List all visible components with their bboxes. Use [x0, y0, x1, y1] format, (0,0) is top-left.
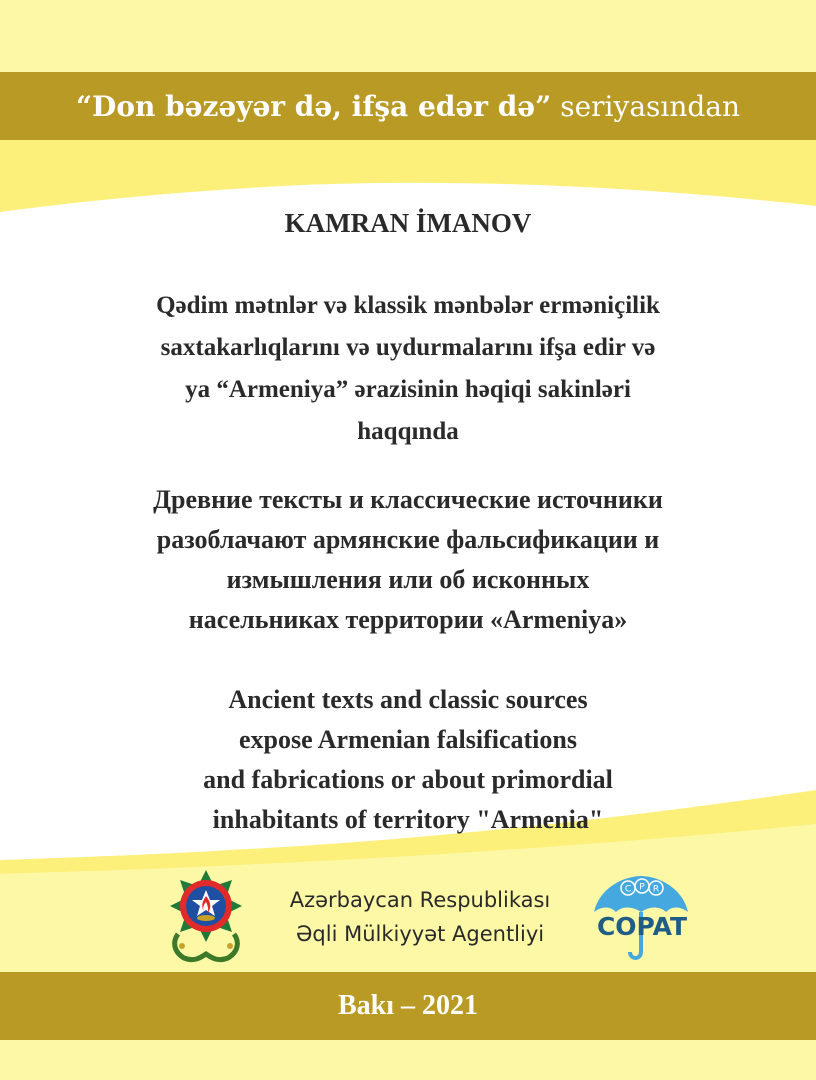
publisher-name: [250, 883, 590, 951]
publisher-line-1: Azərbaycan Respublikası: [289, 888, 551, 912]
city-year: Bakı – 2021: [337, 990, 479, 1021]
title-az-line: saxtakarlıqlarını və uydurmalarını ifşa edir və: [160, 334, 656, 361]
title-az-line: haqqında: [357, 418, 459, 445]
series-quote: “Don bəzəyər də, ifşa edər də”: [75, 89, 552, 123]
copat-logo-text: COPAT: [596, 912, 688, 941]
title-az-line: ya “Armeniya” ərazisinin həqiqi sakinləri: [185, 376, 631, 403]
series-suffix: seriyasından: [560, 89, 741, 123]
title-azerbaijani: [60, 285, 756, 453]
title-en-line: expose Armenian falsifications: [239, 725, 577, 754]
title-english: [60, 680, 756, 840]
azerbaijan-emblem-icon: [168, 868, 244, 964]
title-russian: [60, 480, 756, 640]
series-title: [0, 72, 816, 140]
author-name: KAMRAN İMANOV: [284, 208, 532, 238]
title-ru-line: насельниках территории «Armeniya»: [188, 605, 628, 634]
title-ru-line: измышления или об исконных: [226, 565, 590, 594]
title-en-line: and fabrications or about primordial: [203, 765, 613, 794]
title-ru-line: разоблачают армянские фальсификации и: [156, 525, 660, 554]
copat-ring-c: C: [624, 884, 632, 895]
title-az-line: Qədim mətnlər və klassik mənbələr erməniçilik: [156, 292, 660, 319]
publisher-line-2: Əqli Mülkiyyət Agentliyi: [295, 922, 545, 946]
title-ru-line: Древние тексты и классические источники: [153, 485, 663, 514]
title-en-line: Ancient texts and classic sources: [228, 685, 588, 714]
copat-ring-p: P: [639, 882, 645, 893]
title-en-line: inhabitants of territory "Armenia": [212, 805, 604, 834]
copat-ring-r: R: [652, 884, 660, 895]
